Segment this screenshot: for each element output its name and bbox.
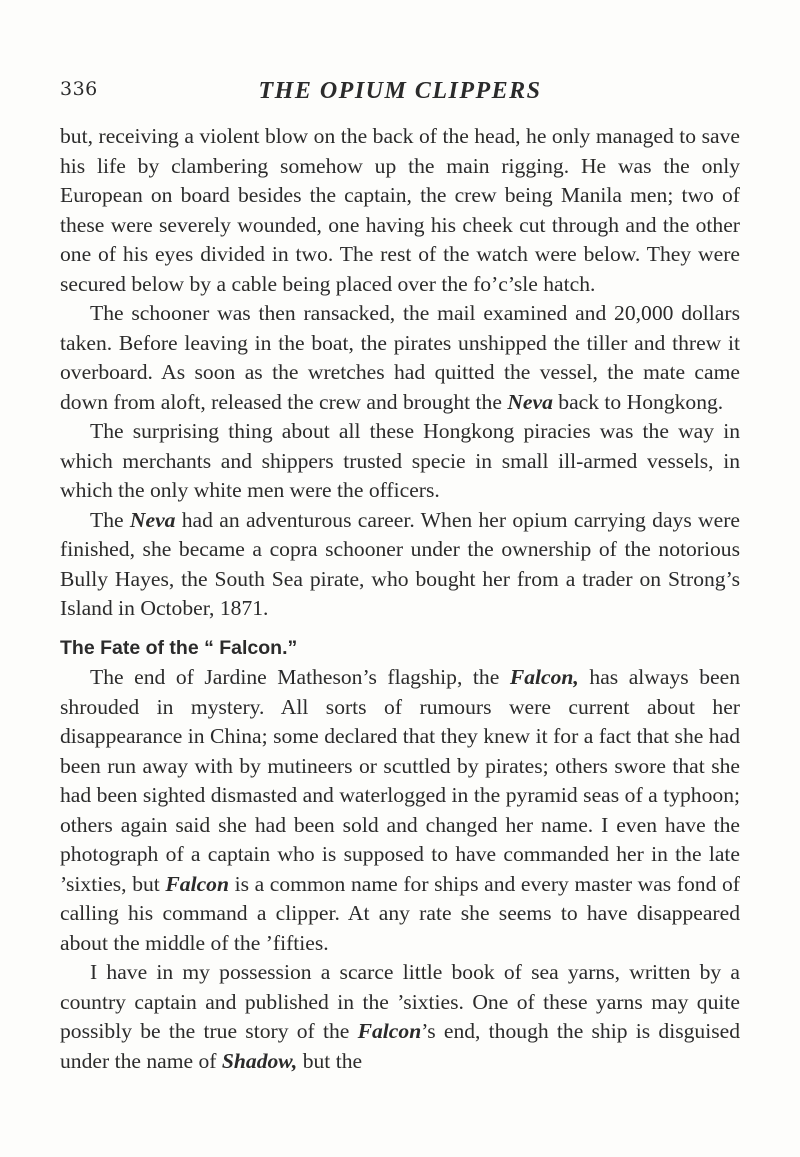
- text-run: is a common name for ships and every master was fond of calling his command a clipper. At any rate she seems to have disappeared about the middle of the ’fifties.: [60, 871, 740, 955]
- ship-name-falcon: Falcon,: [509, 665, 579, 689]
- text-run: The schooner was then ransacked, the mail examined and 20,000 dollars taken. Before leaving in the boat, the pirates unshipped the tiller and threw it overboard. As soon as the wretches had quitted the vessel, the mate came down from aloft, released the crew and brought the: [60, 301, 740, 414]
- paragraph-sea-yarns: [60, 958, 740, 1076]
- text-run: but the: [297, 1048, 363, 1073]
- ship-name-falcon: Falcon: [165, 871, 229, 896]
- text-run: has always been shrouded in mystery. All sorts of rumours were current about her disappearance in China; some declared that they knew it for a fact that she had been run away with by mutineers or scuttled by pirates; others swore that she had been sighted dismasted and waterlogged in the pyramid seas of a typhoon; others again said she had been sold and changed her name. I even have the photograph of a captain who is supposed to have commanded her in the late ’sixties, but: [60, 665, 740, 896]
- ship-name-neva: Neva: [507, 389, 553, 414]
- ship-name-neva: Neva: [129, 507, 176, 532]
- paragraph-schooner-ransacked: [60, 299, 740, 417]
- paragraph-neva-career: [60, 506, 740, 624]
- text-run: I have in my possession a scarce little book of sea yarns, written by a country captain and published in the ’sixties. One of these yarns may quite possibly be the true story of the: [60, 960, 740, 1043]
- page-number: 336: [60, 78, 98, 100]
- page-header: [60, 78, 740, 108]
- text-run: The end of Jardine Matheson’s flagship, the: [90, 665, 510, 689]
- section-heading: The Fate of the “ Falcon.”: [60, 636, 298, 659]
- text-run: back to Hongkong.: [552, 389, 724, 414]
- running-title: THE OPIUM CLIPPERS: [258, 78, 542, 104]
- text-run: had an adventurous career. When her opium carrying days were finished, she became a copra schooner under the ownership of the notorious Bully Hayes, the South Sea pirate, who bought her from a trader on Strong’s Island in October, 1871.: [60, 507, 740, 620]
- page-body: [60, 122, 740, 1076]
- text-run: ’s: [421, 1019, 436, 1043]
- ship-name-falcon: Falcon: [357, 1019, 422, 1043]
- paragraph-falcon-mystery: [60, 663, 740, 958]
- paragraph-continued: but, receiving a violent blow on the back of the head, he only managed to save his life by clambering somehow up the main rigging. He was the only European on board besides the captain, the crew being Manila men; two of these were severely wounded, one having his cheek cut through and the other one of his eyes divided in two. The rest of the watch were below. They were secured below by a cable being placed over the fo’c’sle hatch.: [60, 124, 740, 296]
- ship-name-shadow: Shadow,: [221, 1048, 298, 1073]
- text-run: The: [90, 507, 130, 532]
- paragraph-hongkong-piracies: The surprising thing about all these Hongkong piracies was the way in which merchants and shippers trusted specie in small ill-armed vessels, in which the only white men were the officers.: [60, 419, 740, 502]
- text-run: end, though the ship is disguised under the name of: [60, 1019, 741, 1073]
